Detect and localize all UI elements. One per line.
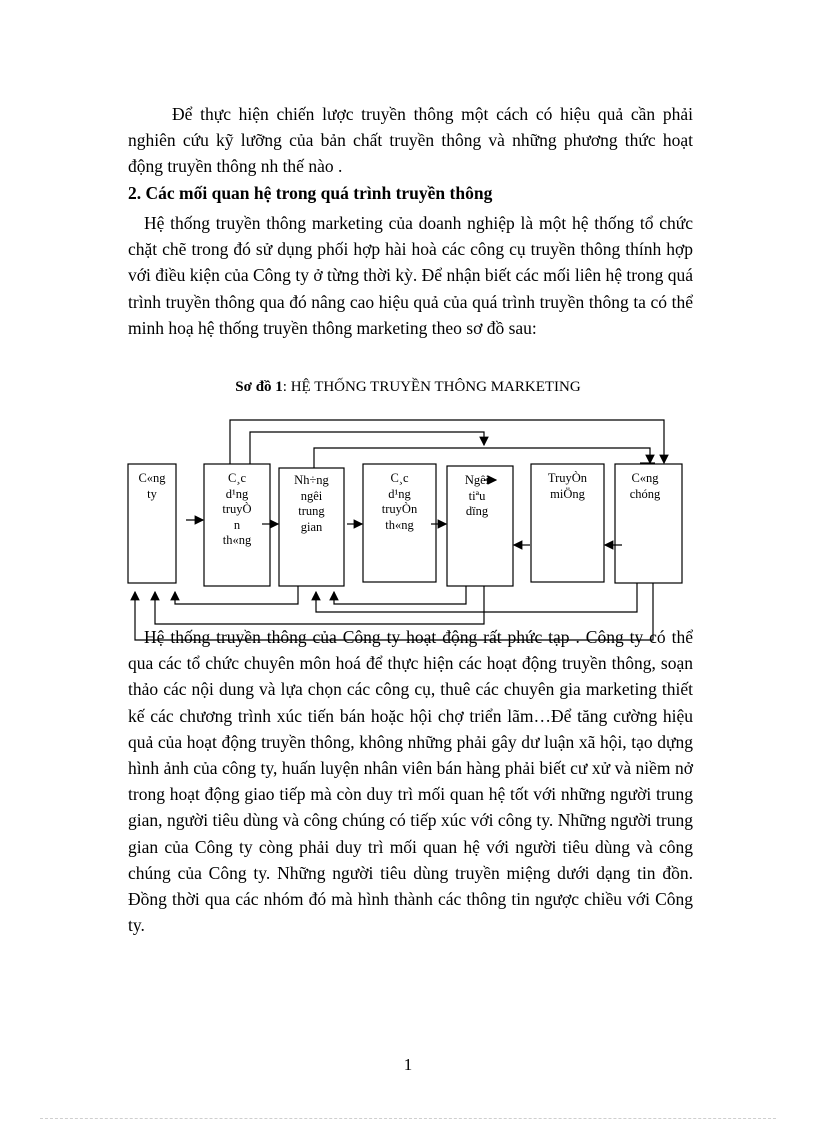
box-label-truyen-mieng: TruyÒn miÖng [547, 471, 588, 501]
box-label-trung-gian: Nh÷ng ngêi trung gian [294, 473, 329, 534]
feedback-tieudung-to-congty [155, 586, 484, 624]
box-label-cong-cu-2: C¸c d¹ng truyÒn th«ng [381, 471, 418, 532]
feedback-tieudung-to-trunggian [334, 586, 466, 604]
after-diagram-paragraph: Hệ thống truyền thông của Công ty hoạt động rất phức tạp . Công ty có thể qua các tổ chức chuyên môn hoá để thực hiện các hoạt động truyền thông, soạn thảo các nội dung và lựa chọn các công cụ, thuê các chuyên gia marketing thiết kế các chương trình xúc tiến bán hoặc hội chợ triển lãm…Để tăng cường hiệu quả của hoạt động truyền thông, không những phải gây dư luận xã hội, tạo dựng hình ảnh của công ty, huấn luyện nhân viên bán hàng phải biết cư xử và niềm nở trong hoạt động giao tiếp mà còn duy trì mối quan hệ tốt với những người trung gian, người tiêu dùng và công chúng có tiếp xúc với công ty. Những người trung gian của Công ty còng phải duy trì mối quan hệ với người tiêu dùng và công chúng của Công ty. Những người tiêu dùng truyền miệng dưới dạng tin đồn. Đồng thời qua các nhóm đó mà hình thành các thông tin ngược chiều với Công ty. [128, 627, 693, 936]
box-label-tieu-dung: Ngêi tiªu dïng [464, 473, 490, 518]
line-trunggian-to-congchung [314, 448, 650, 468]
section-heading: 2. Các mối quan hệ trong quá trình truyền thông [128, 183, 493, 203]
intro-paragraph: Để thực hiện chiến lược truyền thông một cách có hiệu quả cần phải nghiên cứu kỹ lưỡng của bản chất truyền thông và những phương thức hoạt động truyền thông nh thế nào . [128, 104, 693, 177]
section-body-paragraph: Hệ thống truyền thông marketing của doanh nghiệp là một hệ thống tổ chức chặt chẽ trong đó sử dụng phối hợp hài hoà các công cụ truyền thông thính hợp với điều kiện của Công ty ở từng thời kỳ. Để nhận biết các mối liên hệ trong quá trình truyền thông qua đó nâng cao hiệu quả của quá trình truyền thông ta có thể minh hoạ hệ thống truyền thông marketing theo sơ đồ sau: [128, 213, 693, 338]
feedback-congchung-to-trunggian [316, 583, 637, 612]
caption-prefix: Sơ đồ 1 [235, 379, 283, 395]
line-congcu1-to-congchung [230, 420, 664, 464]
box-label-cong-chung: C«ng chóng [629, 471, 661, 501]
page-bottom-divider [40, 1118, 776, 1119]
box-label-cong-ty: C«ng ty [138, 471, 166, 501]
feedback-trunggian-to-congty [175, 586, 298, 604]
box-label-cong-cu-1: C¸c d¹ng truyÒ n th«ng [222, 471, 252, 547]
caption-title: : HỆ THỐNG TRUYỀN THÔNG MARKETING [282, 379, 581, 395]
page-number: 1 [403, 1055, 413, 1074]
